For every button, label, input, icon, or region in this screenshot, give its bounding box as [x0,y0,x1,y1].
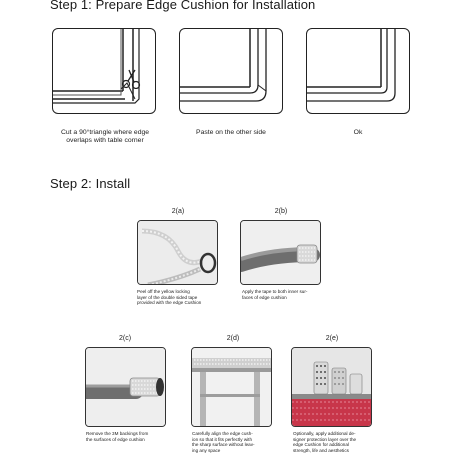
panel-label-2d: 2(d) [226,335,240,342]
caption-line: the sharp surface without leav- [192,442,255,448]
caption-line: strength, life and aesthetics [293,447,349,453]
step1-panel-cut [52,28,156,114]
panel-label-2b: 2(b) [274,208,288,215]
panel-label-2c: 2(c) [118,335,132,342]
step1-panel-ok [306,28,410,114]
caption-line: Peel off the yellow locking [137,289,190,294]
caption-line: provided with the edge Cushion [137,300,202,306]
table-corner-illustration [180,29,281,112]
peel-tape-illustration [138,221,218,285]
caption-line: Carefully align the edge cush- [192,431,253,436]
step1-caption-1 [40,129,170,145]
panel-2a-caption [137,289,221,306]
caption-line: signer protection layer over the [293,436,357,442]
panel-2d-caption [192,431,276,453]
caption-line: edge Cushion for additional [293,442,349,448]
caption-line: faces of edge cushion [242,294,287,300]
remove-backing-illustration [86,348,166,427]
step1-caption-3 [293,129,423,137]
panel-2b-caption [242,289,326,300]
panel-label-2e: 2(e) [325,335,339,342]
align-cushion-illustration [192,348,272,427]
panel-2d-photo [191,347,272,427]
panel-2a-photo [137,220,218,285]
caption-line: overlaps with table corner [66,137,144,145]
caption-line: Optionally, apply additional de- [293,431,356,436]
caption-line: ion so that it fits perfectly with [192,436,252,442]
step1-title: Step 1: Prepare Edge Cushion for Installation [50,0,316,12]
panel-2c-caption [86,431,170,442]
apply-tape-illustration [241,221,321,285]
caption-line: Remove the 3M backings from [86,431,149,436]
caption-line: layer of the double sided tape [137,294,198,300]
designer-layer-illustration [292,348,372,427]
caption-line: the surfaces of edge cushion [86,436,145,442]
table-corner-illustration [307,29,408,112]
caption-line: Cut a 90°triangle where edge [60,129,150,136]
panel-2e-photo [291,347,372,427]
panel-label-2a: 2(a) [171,208,185,215]
panel-2b-photo [240,220,321,285]
step2-title: Step 2: Install [50,176,131,191]
caption-line: Ok [353,129,363,136]
scissors-icon [121,69,143,89]
caption-line: Apply the tape to both inner sur- [242,289,308,294]
step1-caption-2 [166,129,296,137]
panel-2c-photo [85,347,166,427]
caption-line: ing any space [192,447,221,453]
step1-panel-paste [179,28,283,114]
caption-line: Paste on the other side [196,129,266,136]
panel-2e-caption [293,431,377,453]
